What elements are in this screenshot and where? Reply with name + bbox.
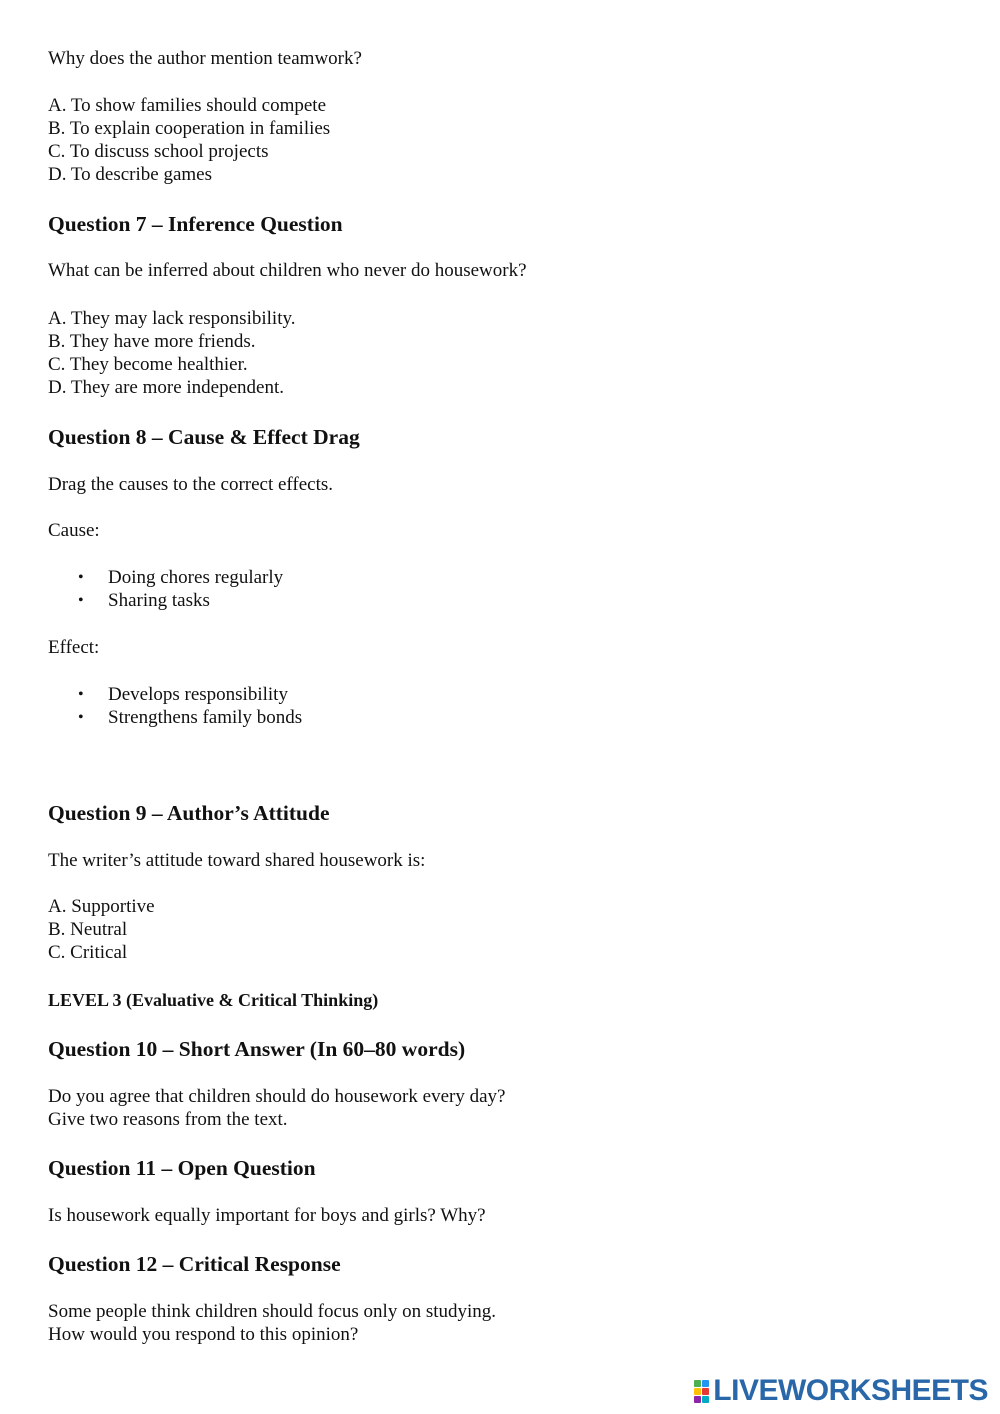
q6-option-d: D. To describe games — [48, 164, 212, 185]
q9-option-c: C. Critical — [48, 942, 128, 963]
q7-option-c: C. They become healthier. — [48, 354, 248, 375]
liveworksheets-logo-text: LIVEWORKSHEETS — [713, 1374, 988, 1407]
q8-effect-label: Effect: — [48, 637, 100, 658]
q7-option-a: A. They may lack responsibility. — [48, 308, 296, 329]
q10-line-1: Do you agree that children should do housework every day? — [48, 1086, 506, 1107]
q8-prompt: Drag the causes to the correct effects. — [48, 474, 334, 495]
q12-line-1: Some people think children should focus only on studying. — [48, 1301, 497, 1322]
q8-effect-item[interactable]: • Strengthens family bonds — [108, 706, 302, 729]
q9-option-b: B. Neutral — [48, 919, 128, 940]
q9-option-a: A. Supportive — [48, 896, 155, 917]
level-3-heading: LEVEL 3 (Evaluative & Critical Thinking) — [48, 990, 379, 1010]
q7-option-b: B. They have more friends. — [48, 331, 256, 352]
q6-option-c: C. To discuss school projects — [48, 141, 269, 162]
q10-line-2: Give two reasons from the text. — [48, 1109, 288, 1130]
q6-option-b: B. To explain cooperation in families — [48, 118, 331, 139]
q7-option-d: D. They are more independent. — [48, 377, 285, 398]
q12-line-2: How would you respond to this opinion? — [48, 1324, 359, 1345]
q9-prompt: The writer’s attitude toward shared housework is: — [48, 850, 426, 871]
q6-option-a: A. To show families should compete — [48, 95, 327, 116]
q8-cause-item[interactable]: • Doing chores regularly — [108, 566, 283, 589]
q12-heading: Question 12 – Critical Response — [48, 1252, 341, 1276]
q7-prompt: What can be inferred about children who never do housework? — [48, 260, 527, 281]
q11-heading: Question 11 – Open Question — [48, 1156, 316, 1180]
q8-effect-item[interactable]: • Develops responsibility — [108, 683, 288, 706]
q10-heading: Question 10 – Short Answer (In 60–80 words) — [48, 1037, 466, 1061]
q11-prompt: Is housework equally important for boys and girls? Why? — [48, 1205, 486, 1226]
q8-cause-item[interactable]: • Sharing tasks — [108, 589, 210, 612]
q9-heading: Question 9 – Author’s Attitude — [48, 801, 330, 825]
q6-prompt: Why does the author mention teamwork? — [48, 48, 362, 69]
q7-heading: Question 7 – Inference Question — [48, 212, 343, 236]
liveworksheets-logo[interactable] — [694, 1374, 988, 1408]
q8-heading: Question 8 – Cause & Effect Drag — [48, 425, 360, 449]
q8-cause-label: Cause: — [48, 520, 100, 541]
liveworksheets-logo-icon — [694, 1380, 709, 1403]
